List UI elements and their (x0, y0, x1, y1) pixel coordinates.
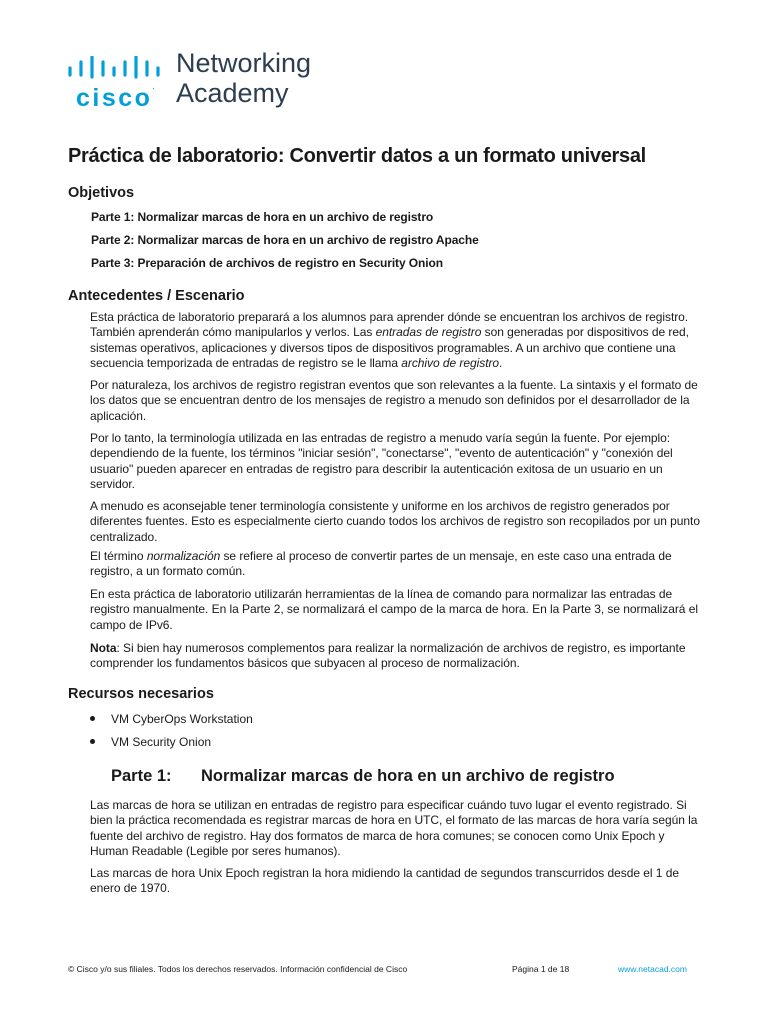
part1-paragraph-1: Las marcas de hora se utilizan en entradas de registro para especificar cuándo tuvo lugar el evento registrado. Si bien la práctica recomendada es registrar marcas de hora en UTC, el formato de las marcas de hora varía según la fuente del archivo de registro. Hay dos formatos de marca de hora comunes; se conocen como Unix Epoch y Human Readable (Legible por seres humanos). (90, 798, 698, 859)
note-label: Nota (90, 641, 117, 655)
background-paragraph-6: En esta práctica de laboratorio utilizarán herramientas de la línea de comando para normalizar las entradas de registro manualmente. En la Parte 2, se normalizará el campo de la marca de hora. En la Parte 3, se normalizará el campo de IPv6. (90, 587, 698, 632)
background-paragraph-3: Por lo tanto, la terminología utilizada en las entradas de registro a menudo varía según la fuente. Por ejemplo: dependiendo de la fuente, los términos "iniciar sesión", "conectarse", "evento de autenticación" y "conexión del usuario" pueden aparecer en entradas de registro para describir la autenticación exitosa de un usuario en un servidor. (90, 431, 673, 492)
part1-title: Normalizar marcas de hora en un archivo de registro (201, 767, 615, 785)
cisco-networking-academy-logo (68, 48, 368, 112)
academy-label: Academy (176, 78, 289, 108)
resource-item: VM Security Onion (90, 735, 211, 749)
background-paragraph-1: Esta práctica de laboratorio preparará a los alumnos para aprender dónde se encuentran los archivos de registro. También aprenderán cómo manipularlos y verlos. Las entradas de registro son generadas por dispositivos de red, sistemas operativos, aplicaciones y diversos tipos de dispositivos programables. A un archivo que contiene una secuencia temporizada de entradas de registro se le llama archivo de registro. (90, 310, 689, 371)
part1-paragraph-2: Las marcas de hora Unix Epoch registran la hora midiendo la cantidad de segundos transcurridos desde el 1 de enero de 1970. (90, 866, 679, 896)
resources-heading: Recursos necesarios (68, 686, 214, 702)
background-paragraph-2: Por naturaleza, los archivos de registro registran eventos que son relevantes a la fuente. La sintaxis y el formato de los datos que se encuentran dentro de los mensajes de registro a menudo son definidos por el desarrollador de la aplicación. (90, 378, 698, 423)
objective-item: Parte 2: Normalizar marcas de hora en un archivo de registro Apache (91, 233, 479, 247)
background-paragraph-5: El término normalización se refiere al proceso de convertir partes de un mensaje, en este caso una entrada de registro, a un formato común. (90, 549, 672, 579)
footer-website-link[interactable]: www.netacad.com (618, 964, 687, 974)
resource-item: VM CyberOps Workstation (90, 712, 253, 726)
background-paragraph-4: A menudo es aconsejable tener terminología consistente y uniforme en los archivos de registro generados por diferentes fuentes. Esto es especialmente cierto cuando todos los archivos de registro son recopilados por un punto centralizado. (90, 499, 700, 544)
note-paragraph: Nota: Si bien hay numerosos complementos para realizar la normalización de archivos de registro, es importante comprender los fundamentos básicos que subyacen al proceso de normalización. (90, 641, 686, 671)
networking-label: Networking (176, 48, 312, 78)
networking-academy-label (176, 48, 311, 108)
cisco-bars-icon (68, 56, 168, 80)
footer-copyright: © Cisco y/o sus filiales. Todos los derechos reservados. Información confidencial de Cisco (68, 964, 408, 974)
objective-item: Parte 3: Preparación de archivos de registro en Security Onion (91, 256, 443, 270)
objective-item: Parte 1: Normalizar marcas de hora en un archivo de registro (91, 210, 434, 224)
part1-number: Parte 1: (111, 767, 172, 785)
part1-heading (111, 767, 615, 786)
objectives-heading: Objetivos (68, 185, 135, 201)
page-title: Práctica de laboratorio: Convertir datos a un formato universal (68, 145, 646, 167)
cisco-wordmark: cisco. (76, 84, 155, 112)
bullet-icon (90, 716, 95, 721)
background-heading: Antecedentes / Escenario (68, 288, 245, 304)
footer-page-number: Página 1 de 18 (512, 964, 570, 974)
bullet-icon (90, 739, 95, 744)
